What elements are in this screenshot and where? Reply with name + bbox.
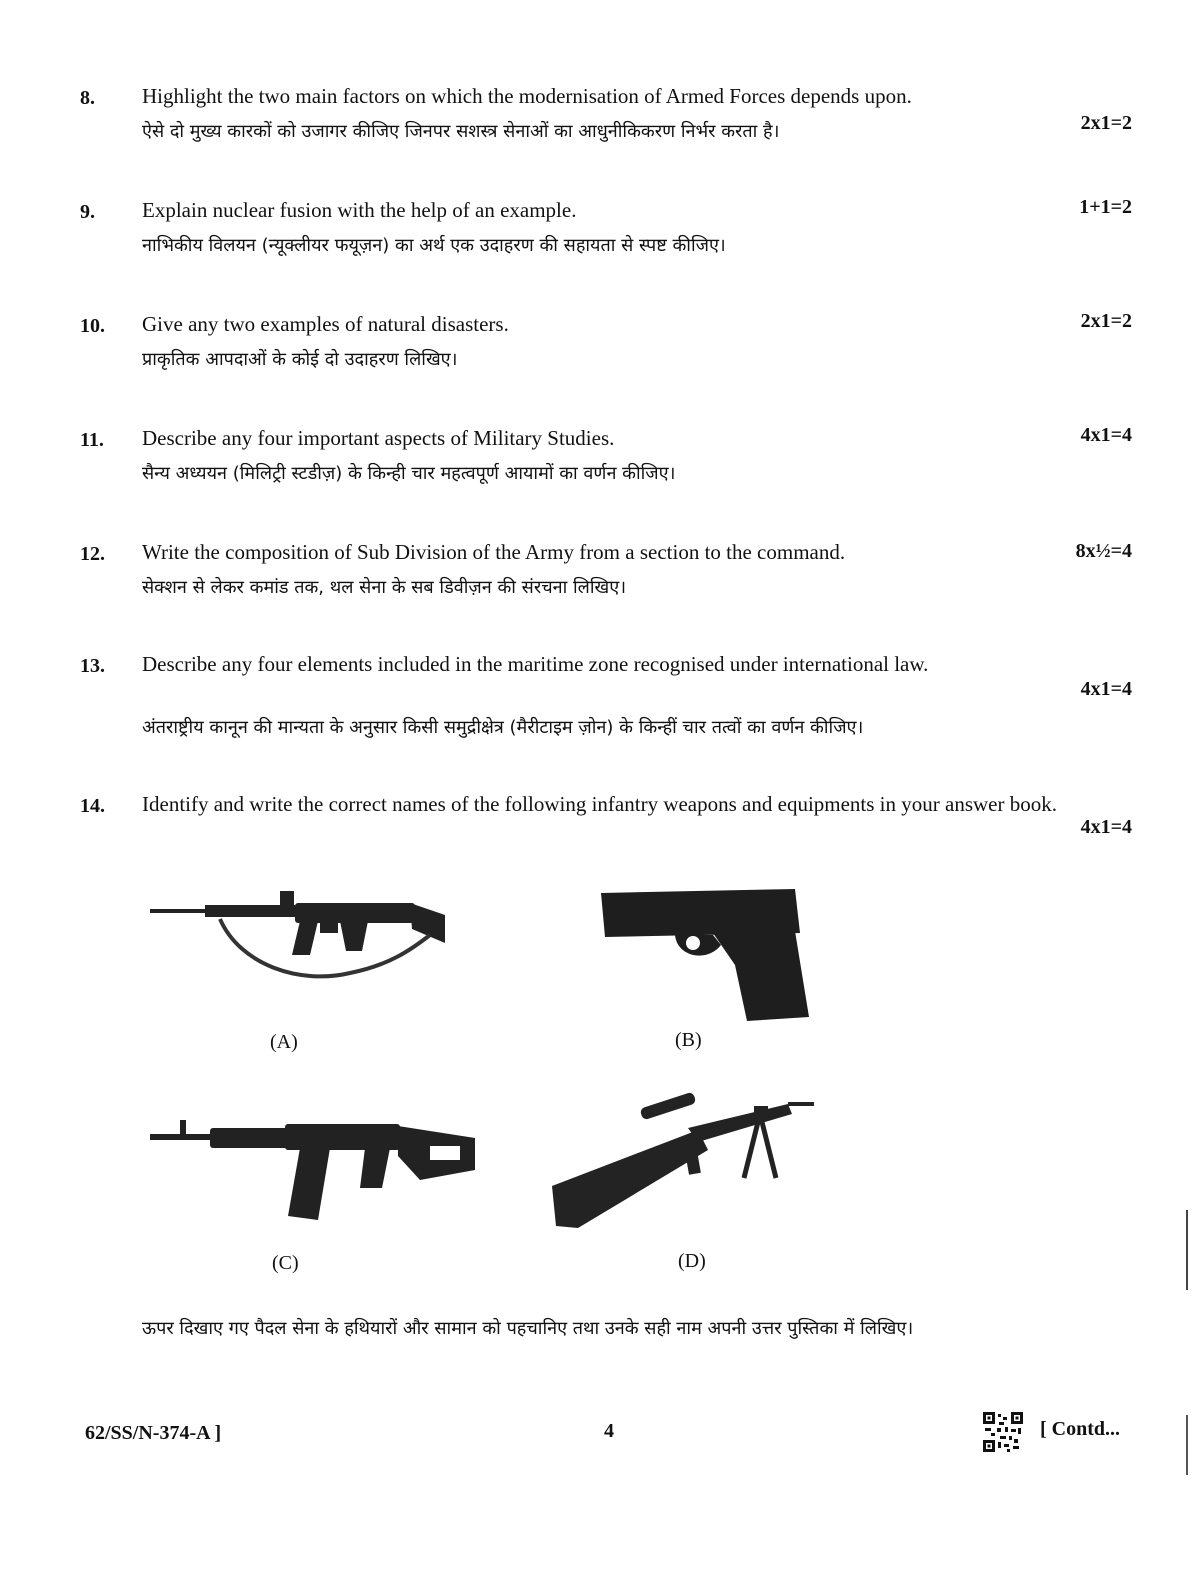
question-text-en: Give any two examples of natural disasters. xyxy=(142,312,509,336)
figure-label-a: (A) xyxy=(270,1031,298,1053)
question-text-en: Explain nuclear fusion with the help of an example. xyxy=(142,198,577,222)
question-number: 14. xyxy=(80,795,105,817)
figure-label-d: (D) xyxy=(678,1250,706,1272)
marks: 8x½=4 xyxy=(1075,540,1132,562)
question-number: 11. xyxy=(80,429,104,451)
question-text-hi: प्राकृतिक आपदाओं के कोई दो उदाहरण लिखिए। xyxy=(142,349,458,370)
question-number: 13. xyxy=(80,655,105,677)
paper-code: 62/SS/N-374-A ] xyxy=(85,1422,222,1444)
scan-edge-mark xyxy=(1186,1415,1188,1475)
qr-code-icon xyxy=(983,1412,1023,1452)
scan-edge-mark xyxy=(1186,1210,1188,1290)
question-text-hi: नाभिकीय विलयन (न्यूक्लीयर फयूज़न) का अर्थ एक उदाहरण की सहायता से स्पष्ट कीजिए। xyxy=(142,235,726,256)
continued-label: [ Contd... xyxy=(1040,1418,1121,1440)
question-text-hi: सेक्शन से लेकर कमांड तक, थल सेना के सब डिवीज़न की संरचना लिखिए। xyxy=(142,577,627,598)
question-text-hi: अंतराष्ट्रीय कानून की मान्यता के अनुसार किसी समुद्रीक्षेत्र (मैरीटाइम ज़ोन) के किन्हीं चार तत्वों का वर्णन कीजिए। xyxy=(142,717,864,738)
question-number: 12. xyxy=(80,543,105,565)
question-text-hi: सैन्य अध्ययन (मिलिट्री स्टडीज़) के किन्ही चार महत्वपूर्ण आयामों का वर्णन कीजिए। xyxy=(142,463,676,484)
question-text-en: Identify and write the correct names of the following infantry weapons and equipments in your answer book. xyxy=(142,792,1057,816)
figure-label-b: (B) xyxy=(675,1029,702,1051)
marks: 2x1=2 xyxy=(1080,310,1132,332)
pistol-icon xyxy=(595,885,815,1025)
marks: 4x1=4 xyxy=(1080,816,1132,838)
question-text-en: Describe any four important aspects of Military Studies. xyxy=(142,426,615,450)
question-number: 10. xyxy=(80,315,105,337)
figure-label-c: (C) xyxy=(272,1252,299,1274)
marks: 2x1=2 xyxy=(1080,112,1132,134)
question-number: 9. xyxy=(80,201,95,223)
question-number: 8. xyxy=(80,87,95,109)
question-text-en: Write the composition of Sub Division of the Army from a section to the command. xyxy=(142,540,846,564)
marks: 1+1=2 xyxy=(1079,196,1132,218)
sniper-rifle-bipod-icon xyxy=(548,1078,816,1234)
rifle-with-sling-icon xyxy=(150,885,450,995)
question-text-en: Describe any four elements included in the maritime zone recognised under international law. xyxy=(142,652,929,676)
marks: 4x1=4 xyxy=(1080,678,1132,700)
question-text-hi: ऐसे दो मुख्य कारकों को उजागर कीजिए जिनपर सशस्त्र सेनाओं का आधुनीकिकरण निर्भर करता है। xyxy=(142,121,780,142)
page-number: 4 xyxy=(604,1420,614,1442)
assault-rifle-icon xyxy=(150,1108,480,1226)
question-text-en: Highlight the two main factors on which the modernisation of Armed Forces depends upon. xyxy=(142,84,912,108)
question-14-text-hi: ऊपर दिखाए गए पैदल सेना के हथियारों और सामान को पहचानिए तथा उनके सही नाम अपनी उत्तर पुस्तिका में लिखिए। xyxy=(142,1318,914,1339)
marks: 4x1=4 xyxy=(1080,424,1132,446)
